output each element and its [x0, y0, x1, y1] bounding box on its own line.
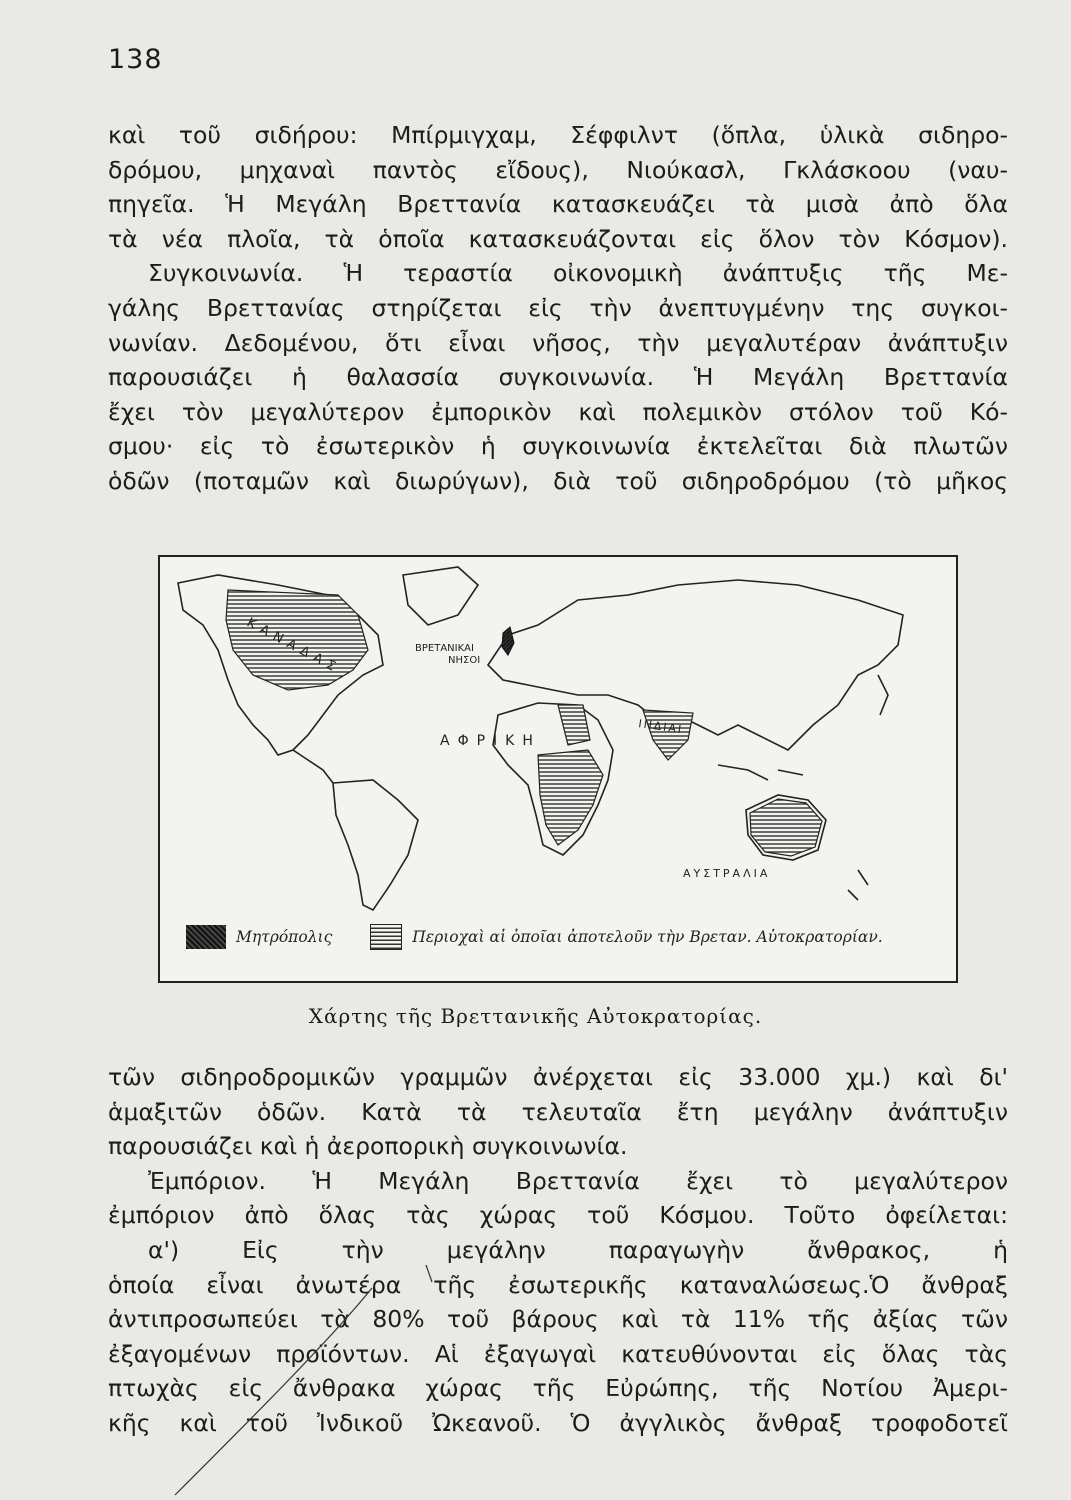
british-isles-label-1: ΒΡΕΤΑΝΙΚΑΙ	[415, 643, 474, 654]
eurasia-outline	[488, 580, 903, 750]
text-line: ἔχει τὸν μεγαλύτερον ἐμπορικὸν καὶ πολεμικὸν στόλον τοῦ Κό-	[108, 397, 1008, 426]
legend-metropolis-swatch	[186, 925, 226, 949]
indonesia-outline	[718, 765, 803, 780]
section-heading-line: Ἐμπόριον. Ἡ Μεγάλη Βρεττανία ἔχει τὸ μεγαλύτερον	[148, 1166, 1008, 1195]
india-label: ΙΝΔΙΑΙ	[637, 717, 684, 737]
india-region	[643, 710, 693, 760]
british-isles-label-2: ΝΗΣΟΙ	[448, 655, 481, 666]
page-number: 138	[108, 44, 163, 75]
legend-metropolis-label: Μητρόπολις	[236, 928, 333, 946]
text-line: γάλης Βρεττανίας στηρίζεται εἰς τὴν ἀνεπτυγμένην της συγκοι-	[108, 293, 1008, 322]
text-line: νωνίαν. Δεδομένου, ὅτι εἶναι νῆσος, τὴν μεγαλυτέραν ἀνάπτυξιν	[108, 328, 1008, 357]
text-line: ἐξαγομένων προϊόντων. Αἱ ἐξαγωγαὶ κατευθύνονται εἰς ὅλας τὰς	[108, 1339, 1008, 1368]
text-line: παρουσιάζει καὶ ἡ ἀεροπορικὴ συγκοινωνία.	[108, 1132, 628, 1161]
africa-label: ΑΦΡΙΚΗ	[440, 733, 541, 749]
text-line: δρόμου, μηχαναὶ παντὸς εἴδους), Νιούκασλ, Γκλάσκοου (ναυ-	[108, 155, 1008, 184]
japan-outline	[878, 675, 888, 715]
text-line: καὶ τοῦ σιδήρου: Μπίρμιγχαμ, Σέφφιλντ (ὅπλα, ὑλικὰ σιδηρο-	[108, 121, 1008, 149]
text-line: παρουσιάζει ἡ θαλασσία συγκοινωνία. Ἡ Μεγάλη Βρεττανία	[108, 363, 1008, 392]
new-zealand-outline	[848, 870, 868, 900]
australia-label: ΑΥΣΤΡΑΛΙΑ	[683, 867, 771, 880]
figure-caption: Χάρτης τῆς Βρεττανικῆς Αὐτοκρατορίας.	[308, 1004, 763, 1028]
text-line: ὁδῶν (ποταμῶν καὶ διωρύγων), διὰ τοῦ σιδηροδρόμου (τὸ μῆκος	[108, 466, 1008, 495]
legend-territories-swatch	[370, 924, 402, 950]
australia-region	[750, 799, 822, 856]
map-figure	[158, 555, 962, 987]
british-isles-region	[502, 627, 514, 655]
text-line: ἐμπόριον ἀπὸ ὅλας τὰς χώρας τοῦ Κόσμου. Τοῦτο ὀφείλεται:	[108, 1201, 1008, 1230]
text-line: τῶν σιδηροδρομικῶν γραμμῶν ἀνέρχεται εἰς 33.000 χμ.) καὶ δι'	[108, 1063, 1008, 1091]
greenland-outline	[403, 567, 478, 625]
text-line: σμου· εἰς τὸ ἐσωτερικὸν ἡ συγκοινωνία ἐκτελεῖται διὰ πλωτῶν	[108, 432, 1008, 461]
canada-label: ΚΑΝΑΔΑΣ	[244, 615, 344, 678]
list-item-line: α') Εἰς τὴν μεγάλην παραγωγὴν ἄνθρακος, ἡ	[148, 1235, 1008, 1264]
south-america-outline	[333, 780, 418, 910]
legend-territories-label: Περιοχαὶ αἱ ὁποῖαι ἀποτελοῦν τὴν Βρεταν. Αὐτοκρατορίαν.	[412, 928, 883, 946]
text-line: ὁποία εἶναι ἀνωτέρα τῆς ἐσωτερικῆς καταναλώσεως.Ὁ ἄνθραξ	[108, 1270, 1008, 1299]
map-legend	[186, 921, 883, 953]
text-line: ἀντιπροσωπεύει τὰ 80% τοῦ βάρους καὶ τὰ 11% τῆς ἀξίας τῶν	[108, 1305, 1008, 1334]
central-america-outline	[293, 750, 333, 783]
world-map	[158, 555, 958, 983]
africa-british-region	[538, 750, 603, 845]
top-text-block	[108, 118, 1008, 499]
text-line: κῆς καὶ τοῦ Ἰνδικοῦ Ὠκεανοῦ. Ὁ ἀγγλικὸς ἄνθραξ τροφοδοτεῖ	[108, 1408, 1008, 1437]
text-line: τὰ νέα πλοῖα, τὰ ὁποῖα κατασκευάζονται εἰς ὅλον τὸν Κόσμον).	[108, 224, 1008, 253]
bottom-text-block	[108, 1060, 1008, 1441]
text-line: πτωχὰς εἰς ἄνθρακα χώρας τῆς Εὐρώπης, τῆς Νοτίου Ἀμερι-	[108, 1374, 1008, 1403]
text-line: πηγεῖα. Ἡ Μεγάλη Βρεττανία κατασκευάζει τὰ μισὰ ἀπὸ ὅλα	[108, 190, 1008, 219]
section-heading-line: Συγκοινωνία. Ἡ τεραστία οἰκονομικὴ ἀνάπτυξις τῆς Με-	[148, 259, 1008, 288]
text-line: ἁμαξιτῶν ὁδῶν. Κατὰ τὰ τελευταῖα ἔτη μεγάλην ἀνάπτυξιν	[108, 1097, 1008, 1126]
